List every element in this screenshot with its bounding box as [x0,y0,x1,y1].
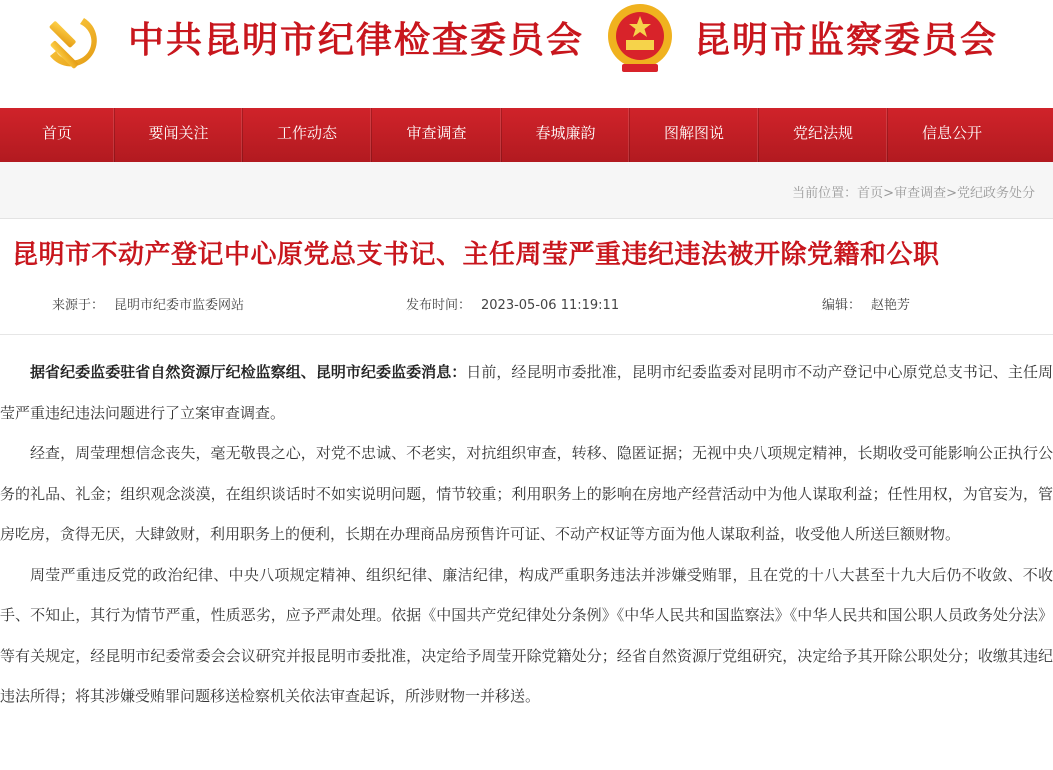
editor-value: 赵艳芳 [871,298,911,313]
article-body [0,352,1053,717]
nav-item-home[interactable]: 首页 [0,108,115,162]
org-name-supervision-commission: 昆明市监察委员会 [694,20,999,61]
hammer-sickle-icon [36,8,106,78]
nav-item-integrity-culture[interactable]: 春城廉韵 [502,108,630,162]
publish-time-value: 2023-05-06 11:19:11 [481,298,620,313]
org-name-discipline-commission: 中共昆明市纪律检查委员会 [128,20,585,61]
nav-item-graphics[interactable]: 图解图说 [630,108,759,162]
article-title: 昆明市不动产登记中心原党总支书记、主任周莹严重违纪违法被开除党籍和公职 [12,240,940,270]
editor-label: 编辑： [822,298,862,313]
source-value: 昆明市纪委市监委网站 [114,298,245,313]
publish-time-label: 发布时间： [406,298,472,313]
nav-item-investigations[interactable]: 审查调查 [372,108,502,162]
breadcrumb-separator: > [946,186,957,201]
nav-item-regulations[interactable]: 党纪法规 [759,108,888,162]
site-header [0,0,1053,108]
nav-item-work-updates[interactable]: 工作动态 [243,108,372,162]
nav-item-info-disclosure[interactable]: 信息公开 [921,124,982,142]
article-publish-time [406,294,619,313]
article-source [52,294,244,313]
article-paragraph: 经查，周莹理想信念丧失，毫无敬畏之心，对党不忠诚、不老实，对抗组织审查，转移、隐匿证据；无视中央八项规定精神，长期收受可能影响公正执行公务的礼品、礼金；组织观念淡漠，在组织谈话时不如实说明问题，情节较重；利用职务上的影响在房地产经营活动中为他人谋取利益；任性用权，为官妄为，管房吃房，贪得无厌，大肆敛财，利用职务上的便利，长期在办理商品房预售许可证、不动产权证等方面为他人谋取利益，收受他人所送巨额财物。 [0,444,1053,543]
divider [0,334,1053,335]
article-paragraph: 周莹严重违反党的政治纪律、中央八项规定精神、组织纪律、廉洁纪律，构成严重职务违法并涉嫌受贿罪，且在党的十八大甚至十九大后仍不收敛、不收手、不知止，其行为情节严重，性质恶劣，应予严肃处理。依据《中国共产党纪律处分条例》《中华人民共和国监察法》《中华人民共和国公职人员政务处分法》等有关规定，经昆明市纪委常委会会议研究并报昆明市委批准，决定给予周莹开除党籍处分；经省自然资源厅党组研究，决定给予其开除公职处分；收缴其违纪违法所得；将其涉嫌受贿罪问题移送检察机关依法审查起诉，所涉财物一并移送。 [0,565,1053,705]
article-editor [822,294,910,313]
national-emblem-icon [602,2,678,76]
article-paragraph-lead [0,352,1053,433]
breadcrumb-section[interactable]: 审查调查 [894,186,947,201]
breadcrumb-separator: > [883,186,895,201]
breadcrumb-home[interactable]: 首页 [857,186,884,201]
breadcrumb-current[interactable]: 党纪政务处分 [956,186,1035,201]
source-label: 来源于： [52,298,105,313]
breadcrumb-label: 当前位置： [792,186,858,201]
breadcrumb [792,182,1035,201]
nav-item-news-focus[interactable]: 要闻关注 [115,108,243,162]
main-nav [0,108,1053,162]
lead-text: 日前，经昆明市委批准，昆明市纪委监委对昆明市不动产登记中心原党总支书记、主任周莹严重违纪违法问题进行了立案审查调查。 [0,363,1053,422]
breadcrumb-bar [0,162,1053,219]
lead-source: 据省纪委监委驻省自然资源厅纪检监察组、昆明市纪委监委消息： [30,363,467,381]
